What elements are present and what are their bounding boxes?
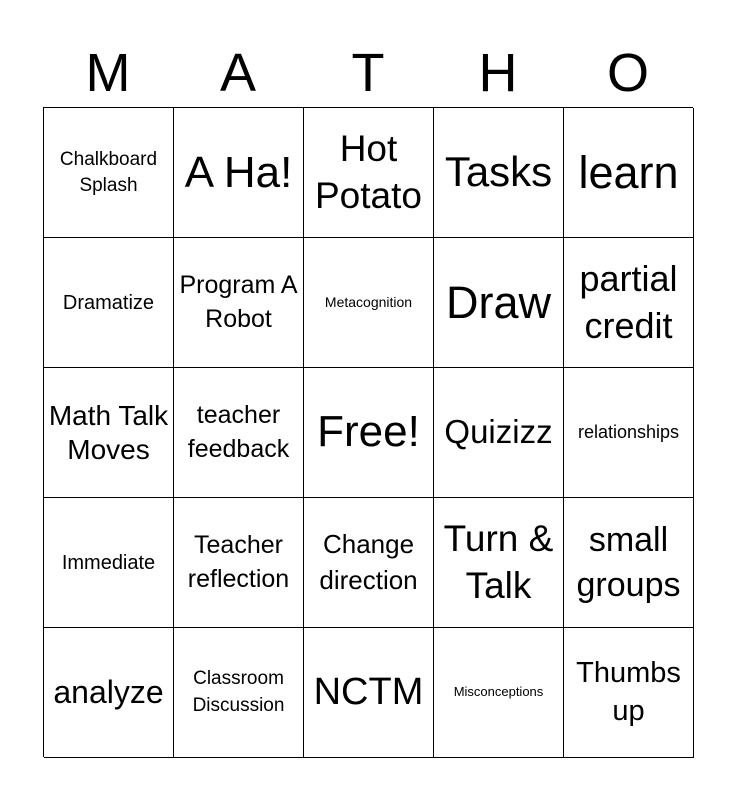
header-letter-t: T [351,43,385,103]
cell-label: learn [578,146,679,198]
bingo-cell-r0-c1[interactable] [174,108,304,238]
cell-label: Dramatize [62,291,155,314]
bingo-cell-r0-c4[interactable] [564,108,694,238]
cell-label: Turn & Talk [443,517,554,606]
header-letter-m: M [85,43,131,103]
cell-label: A Ha! [184,147,293,197]
cell-label: Math Talk Moves [48,399,169,465]
bingo-cell-r4-c1[interactable] [174,628,304,758]
cell-label: Hot Potato [315,127,422,216]
cell-label: Misconceptions [453,684,544,700]
bingo-cell-r2-c3[interactable] [434,368,564,498]
bingo-cell-r4-c2[interactable] [304,628,434,758]
cell-label: Metacognition [324,294,413,311]
bingo-cell-r3-c3[interactable] [434,498,564,628]
cell-label: Classroom Discussion [192,667,285,716]
bingo-cell-r1-c3[interactable] [434,238,564,368]
cell-label: Draw [445,276,551,328]
cell-label: Tasks [444,148,553,196]
bingo-cell-r1-c1[interactable] [174,238,304,368]
bingo-cell-r4-c0[interactable] [44,628,174,758]
header-letter-a: A [219,43,257,103]
bingo-cell-r0-c0[interactable] [44,108,174,238]
bingo-cell-r2-c2 [304,368,434,498]
header-letter-o: O [606,43,649,103]
bingo-cell-r3-c4[interactable] [564,498,694,628]
bingo-cell-r2-c0[interactable] [44,368,174,498]
bingo-cell-r2-c4[interactable] [564,368,694,498]
bingo-cell-r1-c2[interactable] [304,238,434,368]
cell-label: analyze [53,673,164,710]
cell-label: teacher feedback [187,400,290,463]
bingo-card-grid [43,107,693,757]
cell-label: partial credit [579,257,678,346]
bingo-cell-r1-c4[interactable] [564,238,694,368]
cell-label: Program A Robot [179,270,298,333]
cell-label: relationships [577,422,680,443]
bingo-cell-r1-c0[interactable] [44,238,174,368]
bingo-cell-r3-c0[interactable] [44,498,174,628]
cell-label: small groups [576,521,681,604]
cell-label: Thumbs up [576,656,681,727]
bingo-cell-r4-c3[interactable] [434,628,564,758]
bingo-cell-r4-c4[interactable] [564,628,694,758]
header-letter-h: H [478,43,518,103]
bingo-cell-r3-c2[interactable] [304,498,434,628]
bingo-header [43,38,693,108]
bingo-cell-r0-c3[interactable] [434,108,564,238]
bingo-cell-r2-c1[interactable] [174,368,304,498]
cell-label: NCTM [313,670,424,713]
cell-label: Teacher reflection [187,530,290,593]
cell-label: Change direction [319,529,418,595]
bingo-cell-r3-c1[interactable] [174,498,304,628]
bingo-cell-r0-c2[interactable] [304,108,434,238]
free-space-label: Free! [317,407,420,457]
cell-label: Quizizz [444,413,553,451]
cell-label: Chalkboard Splash [59,148,158,196]
cell-label: Immediate [61,551,156,574]
